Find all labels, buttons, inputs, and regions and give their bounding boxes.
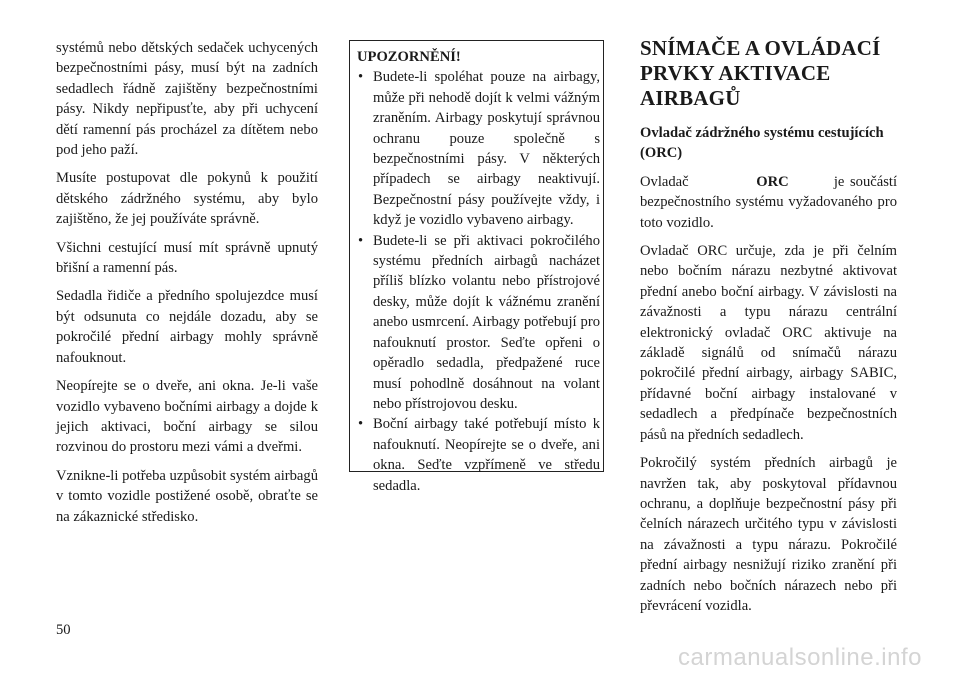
page-number: 50 — [56, 622, 71, 638]
paragraph: Pokročilý systém předních airbagů je navržen tak, aby poskytoval přídavnou ochranu, a doplňuje bezpečnostní pásy při čelních nárazech určitého typu v závislosti na závažnosti a typu nárazu. Pokročilé přední airbagy nesnižují riziko zranění při zadních nebo bočních nárazech nebo při převrácení vozidla. — [640, 455, 897, 614]
orc-term: ORC — [756, 173, 789, 190]
orc-intro — [640, 172, 897, 233]
paragraph: Musíte postupovat dle pokynů k použití dětského zádržného systému, aby bylo zajištěno, že jej používáte správně. — [56, 170, 318, 228]
orc-intro-suffix: je součástí bezpečnostního systému vyžadovaného pro toto vozidlo. — [640, 173, 898, 231]
warning-item: • Budete-li spoléhat pouze na airbagy, může při nehodě dojít k velmi vážným zraněním. Airbagy poskytují správnou ochranu pouze společně s bezpečnostními pásy. V některých případech se airbagy neaktivují. Bezpečnostní pásy používejte vždy, i když je vozidlo vybaveno airbagy. — [357, 67, 600, 230]
sub-heading: Ovladač zádržného systému cestujících (ORC) — [640, 125, 884, 162]
watermark: carmanualsonline.info — [678, 644, 922, 671]
section-heading: SNÍMAČE A OVLÁDACÍ PRVKY AKTIVACE AIRBAGŮ — [640, 36, 881, 110]
warning-box — [349, 40, 604, 494]
paragraph: systémů nebo dětských sedaček uchycených bezpečnostními pásy, musí být na zadních sedadlech řádně zajištěny bezpečnostními pásy. Nikdy nepřipusťte, aby při uchycení dětí ramenní pás procházel za dítětem nebo pod jeho paží. — [56, 40, 318, 159]
paragraph: Sedadla řidiče a předního spolujezdce musí být odsunuta co nejdále dozadu, aby se pokročilé přední airbagy mohly správně nafouknout. — [56, 288, 318, 366]
orc-intro-prefix: Ovladač — [640, 173, 689, 190]
right-column — [640, 36, 897, 624]
paragraph: Vznikne-li potřeba uzpůsobit systém airbagů v tomto vozidle postižené osobě, obraťte se na zákaznické středisko. — [56, 467, 318, 525]
warning-list — [357, 67, 600, 496]
warning-title: UPOZORNĚNÍ! — [357, 49, 461, 65]
paragraph: Ovladač ORC určuje, zda je při čelním nebo bočním nárazu nezbytné aktivovat přední anebo boční airbagy. V závislosti na závažnosti a typu nárazu centrální elektronický ovladač ORC aktivuje na základě signálů od snímačů nárazu pokročilé přední airbagy, airbagy SABIC, přídavné boční airbagy instalované v sedadlech a předpínače bezpečnostních pásů na předních sedadlech. — [640, 243, 897, 443]
warning-item: • Budete-li se při aktivaci pokročilého systému předních airbagů nacházet příliš blízko volantu nebo přístrojové desky, může dojít k vážnému zranění anebo usmrcení. Airbagy potřebují pro nafouknutí prostor. Seďte opřeni o opěradlo sedadla, předpažené ruce musí pohodlně dosáhnout na volant nebo přístrojovou desku. — [357, 231, 600, 415]
paragraph: Neopírejte se o dveře, ani okna. Je-li vaše vozidlo vybaveno bočními airbagy a dojde k jejich aktivaci, boční airbagy se silou rozvinou do prostoru mezi vámi a dveřmi. — [56, 378, 318, 456]
left-column — [56, 38, 318, 535]
warning-item: • Boční airbagy také potřebují místo k nafouknutí. Neopírejte se o dveře, ani okna. Seďte vzpřímeně ve středu sedadla. — [357, 414, 600, 496]
paragraph: Všichni cestující musí mít správně upnutý břišní a ramenní pás. — [56, 239, 318, 277]
